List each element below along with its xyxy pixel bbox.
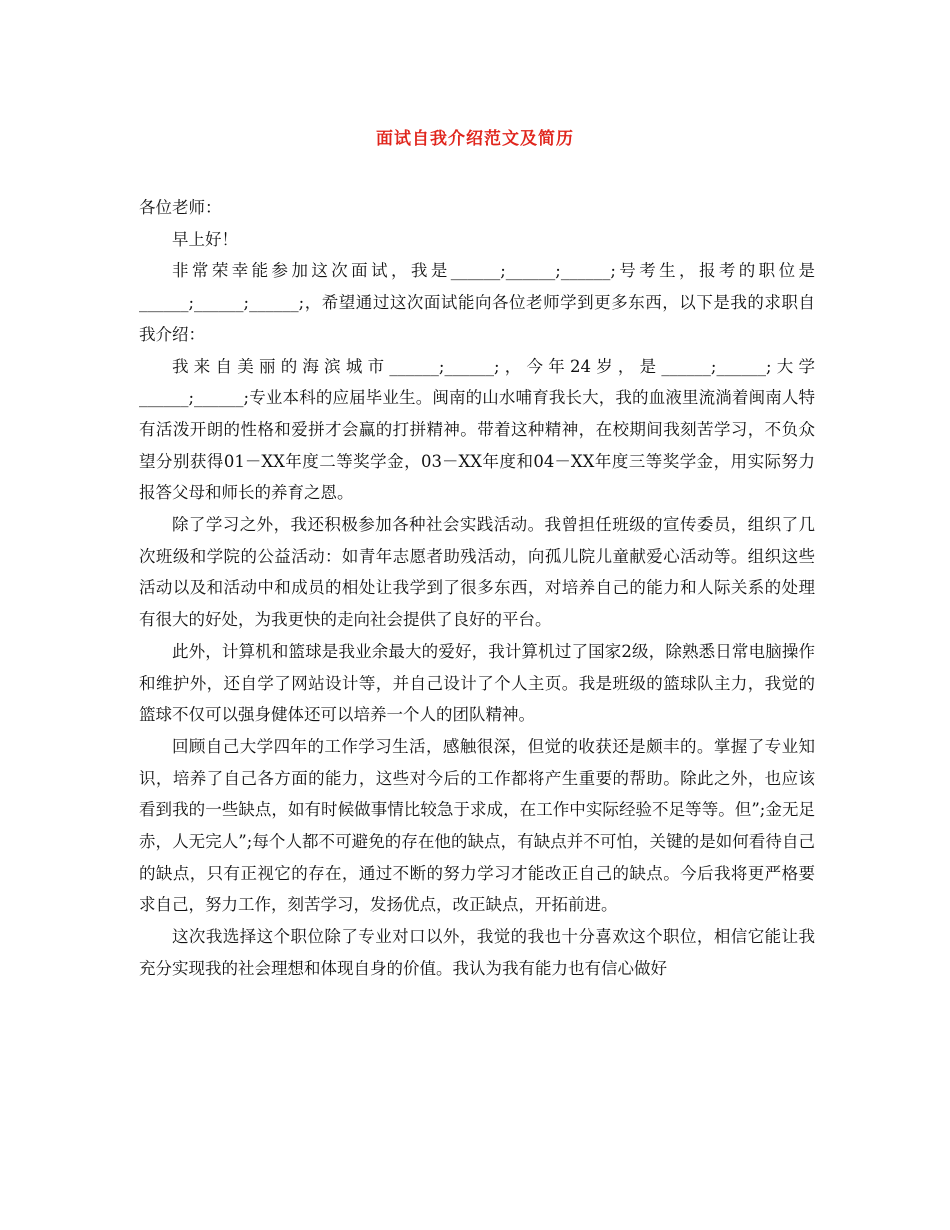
salutation: 各位老师： — [139, 198, 222, 217]
document-title: 面试自我介绍范文及简历 — [376, 129, 574, 149]
paragraph-greeting: 早上好！ — [172, 229, 238, 249]
document-body — [139, 192, 815, 985]
paragraph-position: 这次我选择这个职位除了专业对口以外，我觉的我也十分喜欢这个职位，相信它能让我充分实现我的社会理想和体现自身的价值。我认为我有能力也有信心做好 — [139, 927, 815, 978]
paragraph-introduction: 非常荣幸能参加这次面试，我是______;______;______;号考生，报考的职位是______;______;______;，希望通过这次面试能向各位老师学到更多东西，以下是我的求职自我介绍： — [139, 261, 815, 344]
paragraph-background: 我来自美丽的海滨城市______;______;，今年24岁，是______;______;大学______;______;专业本科的应届毕业生。闽南的山水哺育我长大，我的血液里流淌着闽南人特有活泼开朗的性格和爱拼才会赢的打拼精神。带着这种精神，在校期间我刻苦学习，不负众望分别获得01－XX年度二等奖学金，03－XX年度和04－XX年度三等奖学金，用实际努力报答父母和师长的养育之恩。 — [139, 356, 815, 503]
paragraph-activities: 除了学习之外，我还积极参加各种社会实践活动。我曾担任班级的宣传委员，组织了几次班级和学院的公益活动：如青年志愿者助残活动，向孤儿院儿童献爱心活动等。组织这些活动以及和活动中和成员的相处让我学到了很多东西，对培养自己的能力和人际关系的处理有很大的好处，为我更快的走向社会提供了良好的平台。 — [139, 515, 815, 630]
paragraph-hobbies: 此外，计算机和篮球是我业余最大的爱好，我计算机过了国家2级，除熟悉日常电脑操作和维护外，还自学了网站设计等，并自己设计了个人主页。我是班级的篮球队主力，我觉的篮球不仅可以强身健体还可以培养一个人的团队精神。 — [139, 641, 815, 725]
paragraph-reflection: 回顾自己大学四年的工作学习生活，感触很深，但觉的收获还是颇丰的。掌握了专业知识，培养了自己各方面的能力，这些对今后的工作都将产生重要的帮助。除此之外，也应该看到我的一些缺点，如有时候做事情比较急于求成，在工作中实际经验不足等等。但”;金无足赤，人无完人”;每个人都不可避免的存在他的缺点，有缺点并不可怕，关键的是如何看待自己的缺点，只有正视它的存在，通过不断的努力学习才能改正自己的缺点。今后我将更严格要求自己，努力工作，刻苦学习，发扬优点，改正缺点，开拓前进。 — [139, 736, 815, 915]
